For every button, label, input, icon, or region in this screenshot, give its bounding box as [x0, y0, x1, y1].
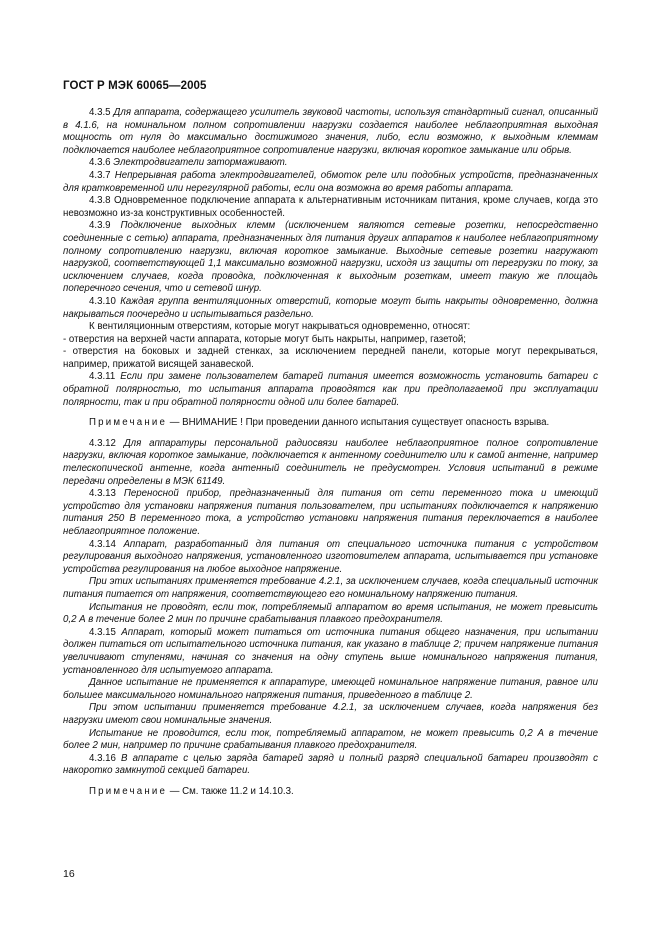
- clause-text: К вентиляционным отверстиям, которые могут накрываться одновременно, относят:: [89, 321, 471, 333]
- clause-4-3-8: [63, 195, 598, 220]
- clause-4-3-14-requirement: [63, 576, 598, 601]
- clause-4-3-15-scope: [63, 677, 598, 702]
- clause-text: Испытание не проводится, если ток, потребляемый аппаратом, не может превысить 0,2 А в течение более 2 мин, например по причине срабатывания плавкого предохранителя.: [63, 727, 598, 752]
- clause-text: Непрерывная работа электродвигателей, обмоток реле или подобных устройств, предназначенных для кратковременной или нерегулярной работы, если она возможна во время работы аппарата.: [63, 169, 598, 194]
- clause-text: Для аппаратуры персональной радиосвязи наиболее неблагоприятное полное сопротивление нагрузки, включая короткое замыкание, подключается к антенному соединителю или к самой антенне, например телескопической антенне, когда антенный соединитель не предусмотрен. Условия испытаний в режиме передачи определены в МЭК 61149.: [63, 437, 598, 487]
- note-warning: [63, 417, 598, 430]
- clause-text: Если при замене пользователем батарей питания имеется возможность установить батареи с обратной полярностью, то испытания аппарата проводятся как при предполагаемой при эксплуатации полярности, так и при обратной полярности одной или более батарей.: [63, 371, 598, 408]
- clause-text: Аппарат, который может питаться от источника питания общего назначения, при испытании должен питаться от испытательного источника питания, как указано в таблице 2; причем напряжение питания увеличивают ступенями, начиная со значения на одну ступень выше номинального напряжения питания, установленного для испытуемого аппарата.: [63, 626, 598, 676]
- clause-number: 4.3.13: [89, 488, 124, 500]
- clause-text: При этих испытаниях применяется требование 4.2.1, за исключением случаев, когда специальный источник питания питается от напряжения, соответствующего его номинальному напряжению питания.: [63, 576, 598, 600]
- ventilation-item-top: [63, 334, 598, 347]
- clause-4-3-10: [63, 296, 598, 321]
- clause-number: 4.3.10: [89, 295, 121, 307]
- clause-text: Каждая группа вентиляционных отверстий, которые могут быть накрыты одновременно, должна накрываться поочередно и испытываться раздельно.: [63, 295, 598, 320]
- document-header: ГОСТ Р МЭК 60065—2005: [63, 80, 207, 92]
- clause-number: 4.3.6: [89, 157, 114, 169]
- clause-number: 4.3.8: [89, 195, 115, 207]
- note-reference: [63, 786, 598, 799]
- ventilation-intro: [63, 321, 598, 334]
- note-label: Примечание: [89, 785, 168, 797]
- clause-text: Одновременное подключение аппарата к альтернативным источникам питания, кроме случаев, когда это невозможно из-за конструктивных особенностей.: [63, 195, 598, 219]
- clause-number: 4.3.7: [89, 169, 115, 181]
- clause-4-3-11: [63, 371, 598, 409]
- clause-4-3-5: [63, 107, 598, 157]
- clause-text: Аппарат, разработанный для питания от специального источника питания с устройством регулирования выходного напряжения, установленного изготовителем аппарата, испытывается при установке устройства регулирования на любое выходное напряжение.: [63, 538, 598, 575]
- note-text: Примечание — ВНИМАНИЕ ! При проведении данного испытания существует опасность взрыва.: [89, 417, 550, 429]
- clause-text: Испытания не проводят, если ток, потребляемый аппаратом во время испытания, не может превысить 0,2 А в течение более 2 мин по причине срабатывания плавкого предохранителя.: [63, 601, 598, 626]
- clause-4-3-15-exception: [63, 728, 598, 753]
- clause-text: Для аппарата, содержащего усилитель звуковой частоты, используя стандартный сигнал, описанный в 4.1.6, на номинальном полном сопротивлении нагрузки создается наиболее неблагоприятная выходная мощность от нуля до максимально достижимого значения, либо, если возможно, к выходным клеммам подключается наиболее неблагоприятное сопротивление нагрузки, включая короткое замыкание или обрыв.: [63, 107, 598, 156]
- clause-text: - отверстия на верхней части аппарата, которые могут быть накрыты, например, газетой;: [63, 333, 466, 345]
- clause-4-3-13: [63, 488, 598, 538]
- clause-4-3-15-requirement: [63, 702, 598, 727]
- clause-4-3-7: [63, 170, 598, 195]
- note-text: Примечание — См. также 11.2 и 14.10.3.: [89, 785, 294, 797]
- page-number: 16: [63, 868, 75, 880]
- clause-4-3-15: [63, 627, 598, 677]
- clause-number: 4.3.9: [89, 220, 121, 232]
- clause-4-3-12: [63, 438, 598, 488]
- clause-number: 4.3.5: [89, 107, 114, 118]
- clause-4-3-14-exception: [63, 602, 598, 627]
- note-label: Примечание: [89, 417, 168, 429]
- clause-text: Подключение выходных клемм (исключением являются сетевые розетки, непосредственно соединенные с сетью) аппарата, предназначенных для питания других аппаратов к наиболее неблагоприятному полному сопротивлению нагрузки, включая короткое замыкание. Выходные сетевые розетки нагружают нагрузкой, соответствующей 1,1 максимально возможной нагрузки, исходя из защиты от перегрузки по току, за исключением случаев, когда проводка, подключенная к выходным розеткам, имеет такую же площадь поперечного сечения, что и сетевой шнур.: [63, 220, 598, 295]
- clause-4-3-14: [63, 539, 598, 577]
- clause-text: В аппарате с целью заряда батарей заряд и полный разряд специальной батареи производят с накоротко замкнутой секцией батареи.: [63, 752, 598, 777]
- clause-number: 4.3.16: [89, 752, 122, 764]
- clause-4-3-6: [63, 157, 598, 170]
- clause-text: Электродвигатели затормаживают.: [113, 157, 288, 169]
- clause-number: 4.3.14: [89, 538, 124, 550]
- clause-number: 4.3.15: [89, 626, 122, 638]
- clause-text: При этом испытании применяется требование 4.2.1, за исключением случаев, когда напряжения без нагрузки имеют свои номинальные значения.: [63, 702, 598, 726]
- clause-number: 4.3.12: [89, 437, 124, 449]
- clause-text: Переносной прибор, предназначенный для питания от сети переменного тока и имеющий устройство для установки напряжения питания пользователем, при испытаниях подключается к напряжению питания 250 В переменного тока, а устройство установки напряжения питания переключается в наиболее неблагоприятное положение.: [63, 488, 598, 537]
- clause-text: - отверстия на боковых и задней стенках, за исключением передней панели, которые могут перекрываться, например, прижатой висящей занавеской.: [63, 346, 598, 370]
- clause-text: Данное испытание не применяется к аппаратуре, имеющей номинальное напряжение питания, равное или большее максимального номинального напряжения питания, приведенного в таблице 2.: [63, 677, 598, 701]
- clause-4-3-9: [63, 220, 598, 296]
- document-body: [63, 107, 598, 806]
- clause-4-3-16: [63, 753, 598, 778]
- clause-number: 4.3.11: [89, 371, 121, 383]
- ventilation-item-sides: [63, 346, 598, 371]
